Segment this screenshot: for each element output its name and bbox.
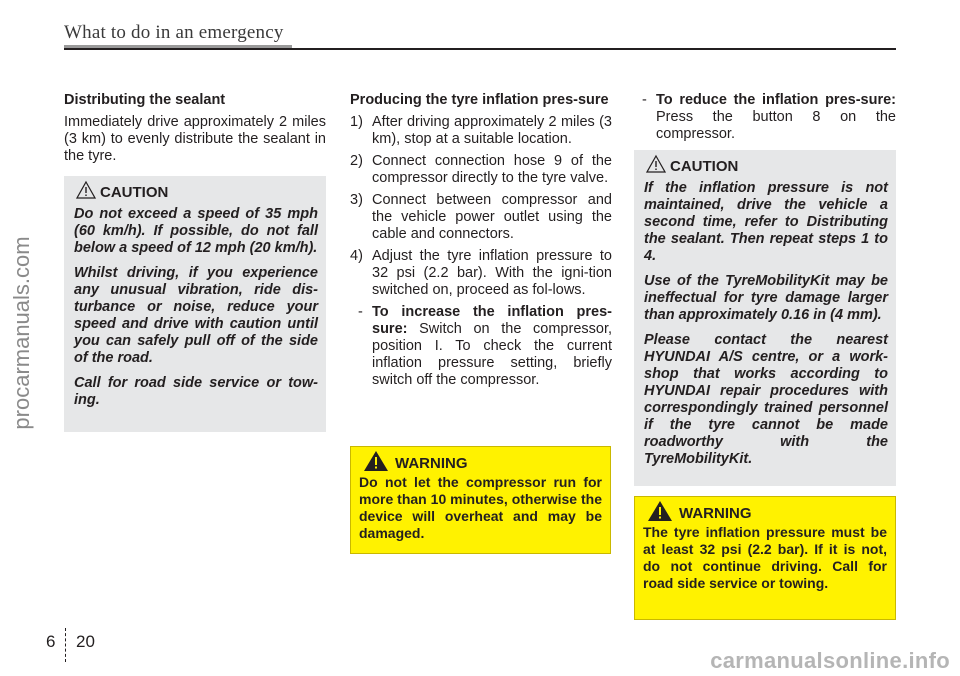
increase-instruction: - To increase the inflation pres-sure: Switch on the compressor, position I. To check the current inflation pressure setting, briefly switch off the compressor. — [358, 304, 612, 388]
warning-title — [643, 505, 887, 522]
caution-paragraph: If the inflation pressure is not maintained, drive the vehicle a second time, refer to Distributing the sealant. Then repeat steps 1 to 4. — [644, 180, 888, 264]
page-number: 20 — [76, 632, 95, 651]
list-item: 3) Connect between compressor and the vehicle power outlet using the cable and connectors. — [350, 192, 612, 242]
caution-paragraph: Use of the TyreMobilityKit may be ineffectual for tyre damage larger than approximately 0.16 in (4 mm). — [644, 273, 888, 323]
warning-triangle-icon — [647, 500, 673, 522]
column-2 — [350, 92, 612, 389]
list-item: 4) Adjust the tyre inflation pressure to 32 psi (2.2 bar). With the igni-tion switched on, proceed as fol-lows. — [350, 248, 612, 298]
warning-triangle-icon — [363, 450, 389, 472]
step-list — [350, 114, 612, 299]
warning-title — [359, 455, 602, 472]
warning-title-text: WARNING — [679, 505, 752, 522]
bottom-watermark: carmanualsonline.info — [710, 648, 950, 673]
caution-box-2 — [634, 150, 896, 486]
column-1 — [64, 92, 326, 165]
caution-paragraph: Do not exceed a speed of 35 mph (60 km/h). If possible, do not fall below a speed of 12 mph (20 km/h). — [74, 206, 318, 256]
list-item: 2) Connect connection hose 9 of the compressor directly to the tyre valve. — [350, 153, 612, 186]
column-3 — [634, 92, 896, 143]
list-item: 1) After driving approximately 2 miles (3 km), stop at a suitable location. — [350, 114, 612, 147]
caution-paragraph: Whilst driving, if you experience any unusual vibration, ride dis-turbance or noise, reduce your speed and drive with caution until you can safely pull off of the side of the road. — [74, 265, 318, 366]
warning-text: The tyre inflation pressure must be at least 32 psi (2.2 bar). If it is not, do not continue driving. Call for road side service or towing. — [643, 524, 887, 591]
reduce-instruction: - To reduce the inflation pres-sure: Press the button 8 on the compressor. — [642, 92, 896, 142]
caution-paragraph: Please contact the nearest HYUNDAI A/S centre, or a work-shop that works according to HYUNDAI repair procedures with correspondingly trained personnel if the tyre cannot be made roadworthy with the TyreMobilityKit. — [644, 332, 888, 467]
warning-box-1 — [350, 446, 611, 554]
warning-title-text: WARNING — [395, 455, 468, 472]
header-rule — [64, 48, 896, 50]
chapter-number: 6 — [46, 632, 56, 651]
footer-divider — [65, 628, 66, 662]
warning-triangle-icon — [646, 154, 666, 174]
warning-text: Do not let the compressor run for more than 10 minutes, otherwise the device will overheat and may be damaged. — [359, 474, 602, 541]
warning-triangle-icon — [76, 180, 96, 200]
caution-title-text: CAUTION — [670, 158, 739, 175]
warning-box-2 — [634, 496, 896, 620]
section-body: Immediately drive approximately 2 miles (3 km) to evenly distribute the sealant in the tyre. — [64, 114, 326, 164]
caution-title — [74, 184, 318, 201]
section-heading: Producing the tyre inflation pres-sure — [350, 92, 609, 108]
section-heading: Distributing the sealant — [64, 92, 226, 108]
caution-paragraph: Call for road side service or tow-ing. — [74, 375, 318, 408]
caution-box-1 — [64, 176, 326, 432]
page-header-title: What to do in an emergency — [64, 22, 284, 43]
caution-title — [644, 158, 888, 175]
caution-title-text: CAUTION — [100, 184, 169, 201]
side-watermark: procarmanuals.com — [9, 236, 34, 430]
